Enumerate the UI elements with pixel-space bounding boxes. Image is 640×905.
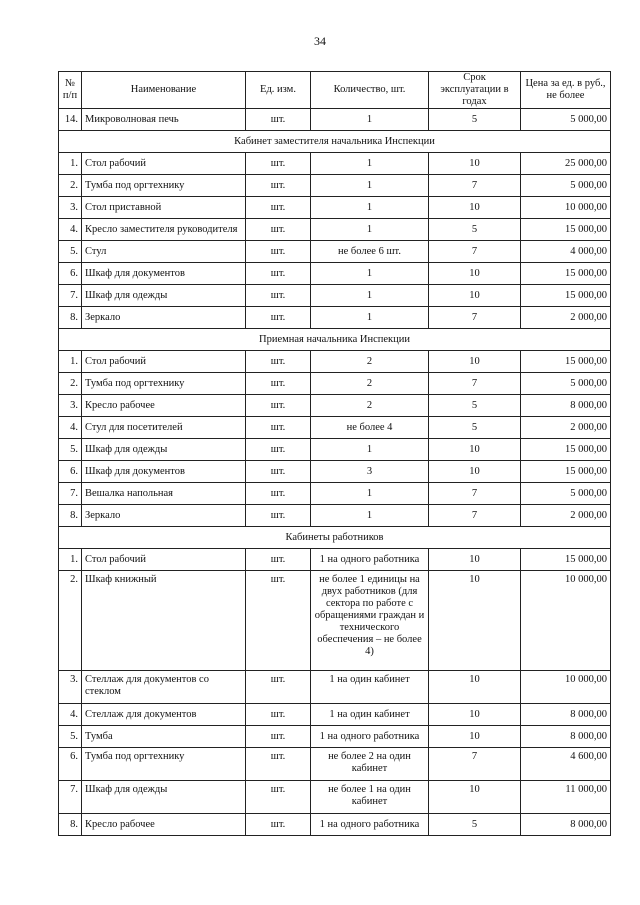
section-header-row — [59, 329, 611, 351]
cell-num: 3. — [59, 671, 82, 704]
cell-name: Шкаф для одежды — [82, 285, 246, 307]
cell-qty: 1 — [311, 439, 429, 461]
cell-life: 7 — [429, 241, 521, 263]
cell-life: 5 — [429, 814, 521, 836]
cell-life: 5 — [429, 109, 521, 131]
cell-life: 10 — [429, 571, 521, 671]
cell-num: 4. — [59, 704, 82, 726]
table-row — [59, 549, 611, 571]
cell-price: 25 000,00 — [521, 153, 611, 175]
cell-name: Стеллаж для документов — [82, 704, 246, 726]
cell-name: Тумба — [82, 726, 246, 748]
cell-unit: шт. — [246, 175, 311, 197]
cell-qty: 1 — [311, 307, 429, 329]
cell-name: Тумба под оргтехнику — [82, 373, 246, 395]
cell-life: 10 — [429, 461, 521, 483]
cell-price: 10 000,00 — [521, 571, 611, 671]
cell-qty: не более 6 шт. — [311, 241, 429, 263]
table-row — [59, 153, 611, 175]
cell-num: 4. — [59, 417, 82, 439]
cell-qty: не более 1 единицы на двух работников (для сектора по работе с обращениями граждан и технического обеспечения – не более 4) — [311, 571, 429, 671]
cell-price: 5 000,00 — [521, 109, 611, 131]
cell-num: 7. — [59, 285, 82, 307]
section-title: Приемная начальника Инспекции — [59, 329, 611, 351]
table-row — [59, 263, 611, 285]
table-row — [59, 109, 611, 131]
cell-num: 5. — [59, 241, 82, 263]
cell-unit: шт. — [246, 241, 311, 263]
table-body — [59, 109, 611, 836]
cell-life: 10 — [429, 671, 521, 704]
cell-qty: 1 — [311, 153, 429, 175]
cell-num: 2. — [59, 373, 82, 395]
section-title: Кабинет заместителя начальника Инспекции — [59, 131, 611, 153]
cell-name: Шкаф книжный — [82, 571, 246, 671]
table-row — [59, 748, 611, 781]
cell-life: 10 — [429, 439, 521, 461]
cell-unit: шт. — [246, 373, 311, 395]
cell-unit: шт. — [246, 417, 311, 439]
cell-unit: шт. — [246, 395, 311, 417]
cell-unit: шт. — [246, 726, 311, 748]
cell-life: 10 — [429, 153, 521, 175]
cell-life: 7 — [429, 307, 521, 329]
cell-num: 8. — [59, 505, 82, 527]
cell-life: 7 — [429, 748, 521, 781]
cell-name: Вешалка напольная — [82, 483, 246, 505]
furniture-norms-table — [58, 71, 611, 836]
cell-price: 15 000,00 — [521, 285, 611, 307]
cell-num: 7. — [59, 781, 82, 814]
cell-num: 6. — [59, 748, 82, 781]
cell-name: Кресло рабочее — [82, 814, 246, 836]
header-num: № п/п — [59, 72, 82, 109]
section-header-row — [59, 131, 611, 153]
cell-price: 15 000,00 — [521, 439, 611, 461]
cell-unit: шт. — [246, 704, 311, 726]
cell-price: 8 000,00 — [521, 814, 611, 836]
cell-life: 5 — [429, 417, 521, 439]
table-row — [59, 671, 611, 704]
header-life: Срок эксплуатации в годах — [429, 72, 521, 109]
table-row — [59, 505, 611, 527]
table-row — [59, 241, 611, 263]
cell-name: Шкаф для документов — [82, 461, 246, 483]
cell-name: Стол приставной — [82, 197, 246, 219]
cell-unit: шт. — [246, 461, 311, 483]
cell-price: 5 000,00 — [521, 483, 611, 505]
page-number: 34 — [314, 34, 326, 48]
cell-num: 1. — [59, 153, 82, 175]
cell-life: 7 — [429, 505, 521, 527]
cell-life: 10 — [429, 263, 521, 285]
cell-qty: 3 — [311, 461, 429, 483]
cell-name: Стеллаж для документов со стеклом — [82, 671, 246, 704]
cell-price: 10 000,00 — [521, 197, 611, 219]
cell-name: Кресло заместителя руководителя — [82, 219, 246, 241]
cell-name: Стол рабочий — [82, 549, 246, 571]
cell-price: 15 000,00 — [521, 263, 611, 285]
cell-price: 5 000,00 — [521, 175, 611, 197]
cell-qty: 1 — [311, 483, 429, 505]
cell-qty: 1 на один кабинет — [311, 704, 429, 726]
table-row — [59, 814, 611, 836]
cell-unit: шт. — [246, 748, 311, 781]
cell-life: 5 — [429, 395, 521, 417]
header-price: Цена за ед. в руб., не более — [521, 72, 611, 109]
table-row — [59, 285, 611, 307]
cell-qty: 1 — [311, 109, 429, 131]
cell-unit: шт. — [246, 197, 311, 219]
table-row — [59, 417, 611, 439]
cell-price: 4 000,00 — [521, 241, 611, 263]
cell-name: Шкаф для документов — [82, 263, 246, 285]
cell-qty: 2 — [311, 373, 429, 395]
cell-num: 14. — [59, 109, 82, 131]
cell-name: Стул — [82, 241, 246, 263]
cell-unit: шт. — [246, 549, 311, 571]
cell-qty: 1 — [311, 219, 429, 241]
cell-unit: шт. — [246, 571, 311, 671]
cell-price: 8 000,00 — [521, 395, 611, 417]
cell-num: 4. — [59, 219, 82, 241]
cell-unit: шт. — [246, 307, 311, 329]
table-row — [59, 571, 611, 671]
table-row — [59, 483, 611, 505]
cell-price: 8 000,00 — [521, 704, 611, 726]
cell-num: 7. — [59, 483, 82, 505]
cell-unit: шт. — [246, 153, 311, 175]
header-unit: Ед. изм. — [246, 72, 311, 109]
cell-num: 3. — [59, 197, 82, 219]
cell-unit: шт. — [246, 285, 311, 307]
cell-unit: шт. — [246, 505, 311, 527]
cell-qty: 1 на один кабинет — [311, 671, 429, 704]
cell-life: 10 — [429, 726, 521, 748]
cell-num: 3. — [59, 395, 82, 417]
cell-price: 2 000,00 — [521, 307, 611, 329]
cell-life: 7 — [429, 175, 521, 197]
cell-num: 6. — [59, 461, 82, 483]
cell-num: 2. — [59, 175, 82, 197]
cell-unit: шт. — [246, 671, 311, 704]
cell-price: 15 000,00 — [521, 219, 611, 241]
cell-unit: шт. — [246, 219, 311, 241]
cell-qty: 1 — [311, 197, 429, 219]
cell-qty: 1 — [311, 263, 429, 285]
cell-qty: 2 — [311, 351, 429, 373]
cell-name: Зеркало — [82, 307, 246, 329]
table-row — [59, 373, 611, 395]
cell-qty: 1 на одного работника — [311, 814, 429, 836]
cell-name: Тумба под оргтехнику — [82, 175, 246, 197]
cell-num: 1. — [59, 351, 82, 373]
section-title: Кабинеты работников — [59, 527, 611, 549]
table-row — [59, 175, 611, 197]
cell-qty: 1 — [311, 505, 429, 527]
cell-qty: не более 2 на один кабинет — [311, 748, 429, 781]
table-row — [59, 395, 611, 417]
cell-name: Зеркало — [82, 505, 246, 527]
cell-name: Тумба под оргтехнику — [82, 748, 246, 781]
table-row — [59, 461, 611, 483]
cell-price: 15 000,00 — [521, 461, 611, 483]
header-name: Наименование — [82, 72, 246, 109]
cell-life: 7 — [429, 483, 521, 505]
table-row — [59, 781, 611, 814]
cell-qty: 1 на одного работника — [311, 726, 429, 748]
cell-life: 10 — [429, 351, 521, 373]
cell-life: 7 — [429, 373, 521, 395]
table-row — [59, 439, 611, 461]
cell-name: Стул для посетителей — [82, 417, 246, 439]
cell-name: Кресло рабочее — [82, 395, 246, 417]
cell-price: 2 000,00 — [521, 505, 611, 527]
cell-price: 15 000,00 — [521, 549, 611, 571]
cell-unit: шт. — [246, 483, 311, 505]
cell-name: Микроволновая печь — [82, 109, 246, 131]
cell-life: 10 — [429, 704, 521, 726]
cell-num: 8. — [59, 307, 82, 329]
cell-name: Шкаф для одежды — [82, 781, 246, 814]
cell-life: 10 — [429, 197, 521, 219]
cell-qty: 2 — [311, 395, 429, 417]
cell-price: 4 600,00 — [521, 748, 611, 781]
cell-qty: 1 — [311, 285, 429, 307]
cell-unit: шт. — [246, 351, 311, 373]
cell-qty: 1 на одного работника — [311, 549, 429, 571]
table-row — [59, 307, 611, 329]
cell-name: Шкаф для одежды — [82, 439, 246, 461]
cell-num: 5. — [59, 439, 82, 461]
table-row — [59, 726, 611, 748]
cell-price: 8 000,00 — [521, 726, 611, 748]
section-header-row — [59, 527, 611, 549]
cell-price: 11 000,00 — [521, 781, 611, 814]
cell-name: Стол рабочий — [82, 153, 246, 175]
cell-qty: 1 — [311, 175, 429, 197]
cell-num: 5. — [59, 726, 82, 748]
cell-qty: не более 1 на один кабинет — [311, 781, 429, 814]
table-row — [59, 197, 611, 219]
header-qty: Количество, шт. — [311, 72, 429, 109]
cell-price: 10 000,00 — [521, 671, 611, 704]
table-header-row — [59, 72, 611, 109]
cell-num: 2. — [59, 571, 82, 671]
cell-price: 5 000,00 — [521, 373, 611, 395]
cell-name: Стол рабочий — [82, 351, 246, 373]
cell-life: 10 — [429, 549, 521, 571]
cell-num: 1. — [59, 549, 82, 571]
cell-qty: не более 4 — [311, 417, 429, 439]
table-row — [59, 704, 611, 726]
cell-num: 8. — [59, 814, 82, 836]
cell-num: 6. — [59, 263, 82, 285]
cell-unit: шт. — [246, 439, 311, 461]
cell-unit: шт. — [246, 263, 311, 285]
cell-price: 15 000,00 — [521, 351, 611, 373]
cell-life: 10 — [429, 285, 521, 307]
cell-unit: шт. — [246, 814, 311, 836]
cell-life: 5 — [429, 219, 521, 241]
cell-life: 10 — [429, 781, 521, 814]
cell-price: 2 000,00 — [521, 417, 611, 439]
cell-unit: шт. — [246, 781, 311, 814]
table-row — [59, 351, 611, 373]
table-row — [59, 219, 611, 241]
cell-unit: шт. — [246, 109, 311, 131]
